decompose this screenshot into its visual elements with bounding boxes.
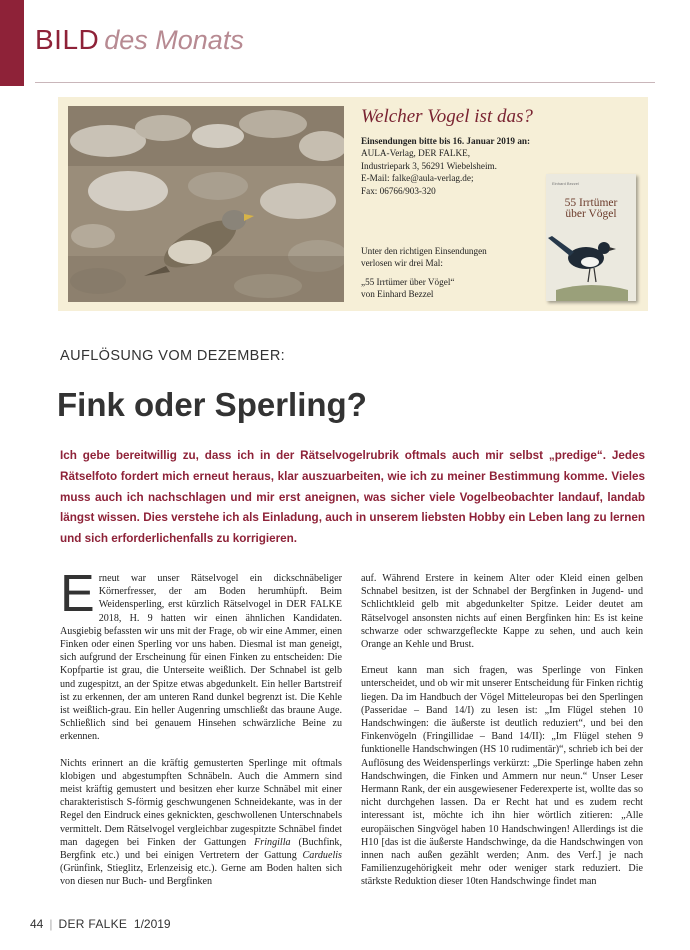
quiz-email: E-Mail: falke@aula-verlag.de;	[361, 173, 474, 184]
article-column-left	[60, 565, 342, 902]
book-cover-author: Einhard Bezzel	[552, 181, 579, 186]
prize-book-author: von Einhard Bezzel	[361, 289, 434, 300]
quiz-prize-text	[361, 245, 561, 301]
quiz-bird-photo	[68, 106, 344, 302]
quiz-address-line: AULA-Verlag, DER FALKE,	[361, 148, 471, 159]
quiz-box	[58, 97, 648, 311]
article-column-right	[361, 572, 643, 902]
body-paragraph: Erneut kann man sich fragen, was Sperlinge von Finken unterscheidet, und ob wir mit unserer Entscheidung für Finken richtig liegen. Da im Handbuch der Vögel Mitteleuropas bei den Sperlingen (Passeridae – Band 14/I) zu lesen ist: „Im Flügel stehen 10 Handschwingen: die äußerste ist deutlich reduziert“, und bei den Finkenvögeln (Fringillidae – Band 14/II): „Im Flügel stehen 9 funktionelle Handschwingen (HS 10 rudimentär)“, schrieb ich bei der Auflösung des Weidensperlings verkürzt: „Die Sperlinge haben zehn Handschwingen, die Finken und Ammern nur neun.“ Unser Leser Hermann Rank, der ein ausgewiesener Federexperte ist, wollte das so nicht durchgehen lassen. Da er Recht hat und es zudem recht interessant ist, möchte ich ihn hier wörtlich zitieren: „Alle europäischen Singvögel haben 10 Handschwingen! Allerdings ist die H10 [das ist die äußerste Handschwinge, da die Handschwingen von innen nach außen gezählt werden; Anm. des Verf.] je nach Familienzugehörigkeit mehr oder weniger stark reduziert. Die stärkste Reduktion dieser 10ten Handschwinge findet man	[361, 665, 643, 888]
book-cover-image	[546, 174, 636, 301]
quiz-heading: Welcher Vogel ist das?	[361, 106, 533, 127]
drop-cap: E	[60, 565, 95, 623]
article-lead: Ich gebe bereitwillig zu, dass ich in der Rätselvogelrubrik oftmals auch mir selbst „predige“. Jedes Rätselfoto fordert mich erneut heraus, klar auszuarbeiten, wie ich zu meiner Bestimmung komme. Vieles muss auch ich nachschlagen und mir erst aneignen, was sicher viele Vogelbeobachter landauf, landab längst wissen. Dies verstehe ich als Einladung, auch in unserem liebsten Hobby ein Leben lang zu lernen und sich erforderlichenfalls zu korrigieren.	[60, 449, 645, 546]
issue-number: 1/2019	[133, 917, 171, 931]
prize-intro-line: verlosen wir drei Mal:	[361, 258, 443, 269]
section-title-bold: BILD	[35, 24, 100, 55]
page-footer	[30, 917, 171, 931]
body-paragraph: Erneut war unser Rätselvogel ein dickschnäbeliger Körnerfresser, der am Boden herumhüpft. Beim Weidensperling, erst kürzlich Rätselvogel in DER FALKE 2018, H. 9 hatten wir einen ähnlichen Kandidaten. Ausgiebig befassten wir uns mit der Frage, ob wir eine Ammer, einen Finken oder einen Sperling vor uns haben. Diesmal ist man geneigt, sich aufgrund der Erscheinung für einen Finken zu entscheiden: Die Kopfpartie ist grau, die Unterseite weißlich. Der Schnabel ist gelb und zugespitzt, an der Spitze etwas abgedunkelt. Ein heller Bartstreif ist zu erkennen, der am unteren Rand dunkel begrenzt ist. Die Kehle ist weißlich-grau. Ein heller Augenring umschließt das braune Auge. Schließlich sind bei genauem Hinsehen schwärzliche Beine zu erkennen.	[60, 565, 342, 743]
footer-separator: |	[49, 917, 53, 931]
book-cover-title: 55 Irrtümer über Vögel	[564, 197, 618, 220]
section-title	[35, 24, 244, 56]
quiz-address-line: Industriepark 3, 56291 Wiebelsheim.	[361, 160, 497, 171]
body-paragraph: Nichts erinnert an die kräftig gemusterten Sperlinge mit oftmals klobigen und abgestumpften Schnäbeln. Auch die Ammern sind meist kräftig gemustert und besitzen eher kurze Schnäbel mit einer charakteristisch S-förmig geschwungenen Schneidekante, was in der Regel den Eindruck eines geknickten, geschwollenen Unterschnabels vermittelt. Dem Rätselvogel vergleichbar zugespitzte Schnäbel findet man dagegen bei Finken der Gattungen Fringilla (Buchfink, Bergfink etc.) und bei einigen Vertretern der Gattung Carduelis (Grünfink, Stieglitz, Erlenzeisig etc.). Gerne am Boden halten sich von diesen nur Buch- und Bergfinken	[60, 757, 342, 888]
section-accent-bar	[0, 0, 24, 86]
section-title-italic: des Monats	[104, 25, 244, 55]
article-kicker: AUFLÖSUNG VOM DEZEMBER:	[60, 348, 286, 364]
prize-book-title: „55 Irrtümer über Vögel“	[361, 276, 455, 287]
quiz-fax: Fax: 06766/903-320	[361, 185, 436, 196]
page-number: 44	[30, 917, 44, 931]
section-divider	[35, 82, 655, 83]
quiz-deadline: Einsendungen bitte bis 16. Januar 2019 an:	[361, 136, 531, 146]
magazine-name: DER FALKE	[58, 917, 128, 931]
prize-intro-line: Unter den richtigen Einsendungen	[361, 246, 487, 256]
article-headline: Fink oder Sperling?	[57, 386, 367, 423]
body-paragraph: auf. Während Erstere in keinem Alter oder Kleid einen gelben Schnabel besitzen, ist der Schnabel der Bergfinken in Jugend- und Schlichtkleid gelb mit abgedunkelter Spitze. Leider deutet am Rätselvogel ansonsten nichts auf einen Bergfinken hin: Es ist keine schwarze oder schwarzgefleckte Kappe zu sehen, und auch kein Orange an Kehle und Brust.	[361, 573, 643, 651]
